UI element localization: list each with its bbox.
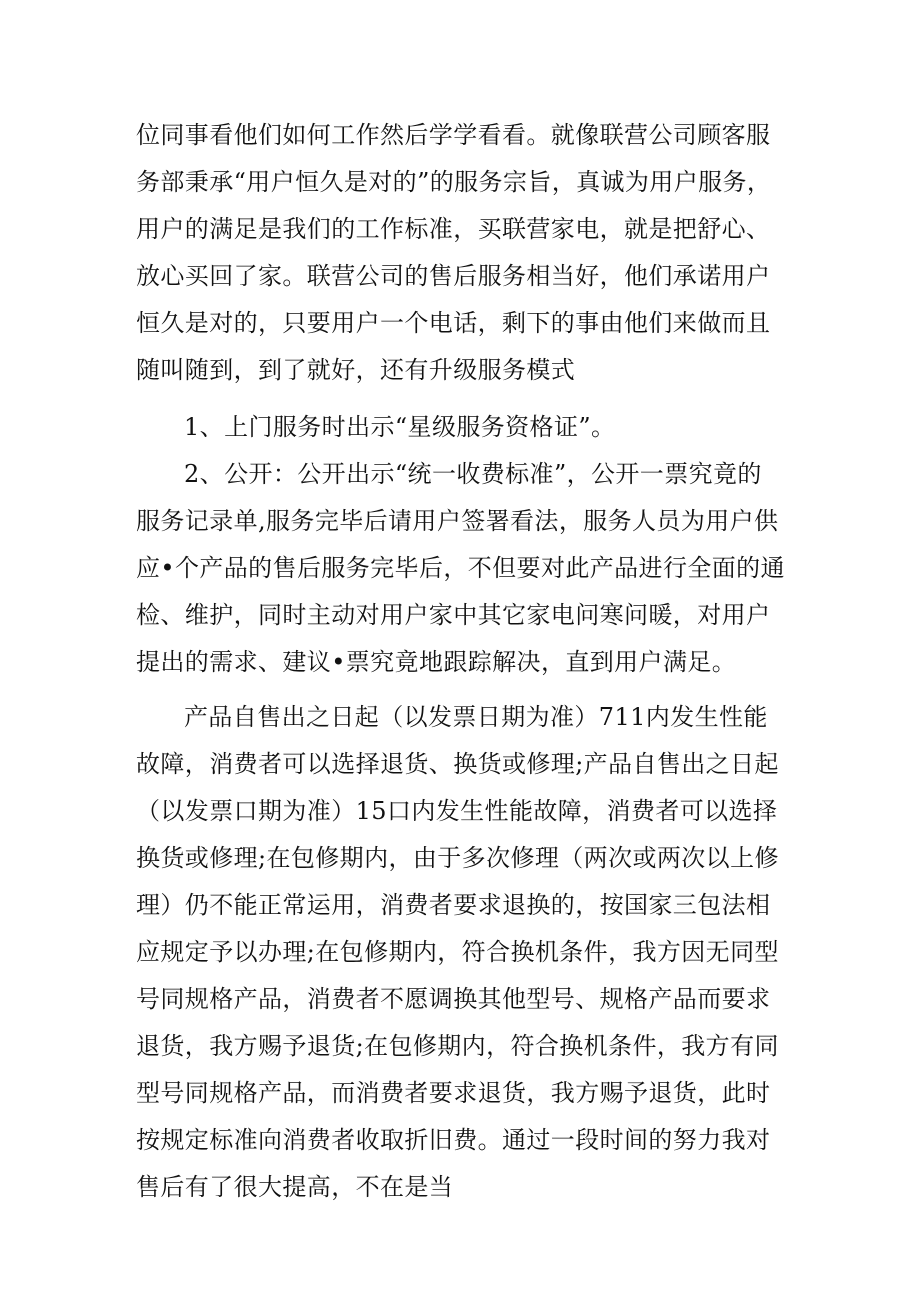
paragraph-item-2: 2、公开：公开出示“统一收费标准”，公开一票究竟的服务记录单,服务完毕后请用户签署看法，服务人员为用户供应•个产品的售后服务完毕后，不但要对此产品进行全面的通检、维护，同时主动对用户家中其它家电问寒问暖，对用户提出的需求、建议•票究竟地跟踪解决，直到用户满足。 [136,460,785,676]
paragraph-service-commitment: 位同事看他们如何工作然后学学看看。就像联营公司顾客服务部秉承“用户恒久是对的”的服务宗旨，真诚为用户服务，用户的满足是我们的工作标准，买联营家电，就是把舒心、放心买回了家。联营公司的售后服务相当好，他们承诺用户恒久是对的，只要用户一个电话，剩下的事由他们来做而且随叫随到，到了就好，还有升级服务模式 [136,121,772,384]
paragraph-item-1: 1、上门服务时出示“星级服务资格证”。 [184,413,616,441]
paragraph-warranty-policy: 产品自售出之日起（以发票日期为准）711内发生性能故障，消费者可以选择退货、换货或修理;产品自售出之日起（以发票口期为准）15口内发生性能故障，消费者可以选择换货或修理;在包修期内，由于多次修理（两次或两次以上修理）仍不能正常运用，消费者要求退换的，按国家三包法相应规定予以办理;在包修期内，符合换机条件，我方因无同型号同规格产品，消费者不愿调换其他型号、规格产品而要求退货，我方赐予退货;在包修期内，符合换机条件，我方有同型号同规格产品，而消费者要求退货，我方赐予退货，此时按规定标准向消费者收取折旧费。通过一段时间的努力我对售后有了很大提高，不在是当 [136,703,779,1201]
